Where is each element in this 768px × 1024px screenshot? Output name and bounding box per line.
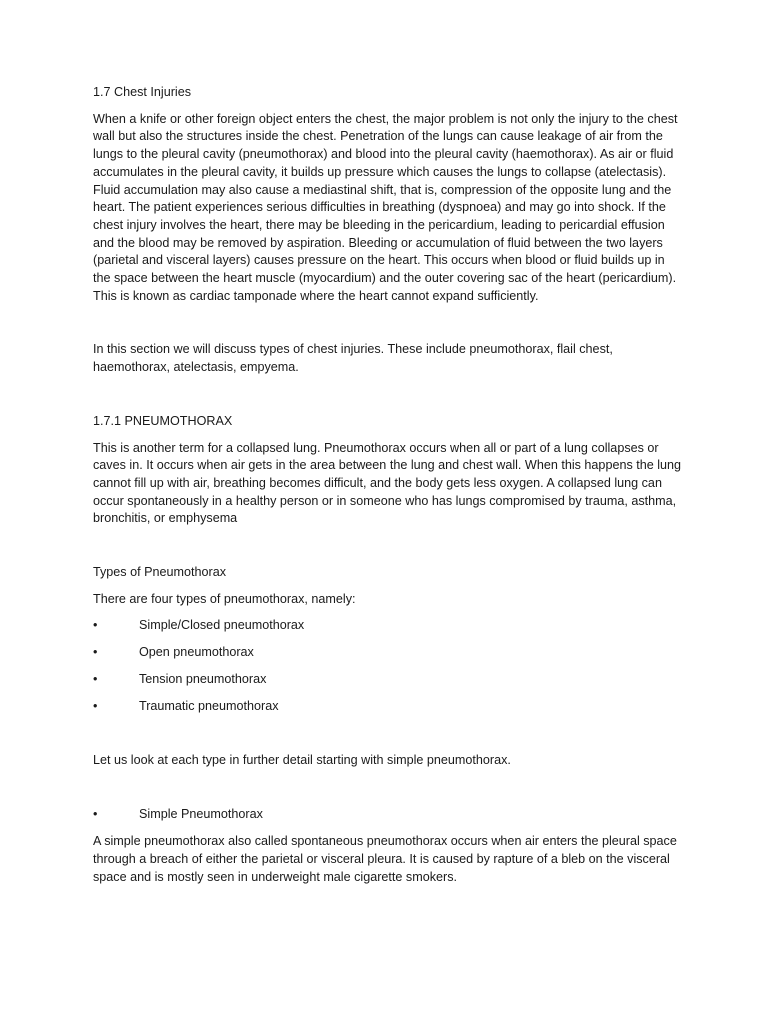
spacer	[93, 537, 683, 564]
transition-sentence: Let us look at each type in further detail starting with simple pneumothorax.	[93, 753, 511, 768]
bullet-icon: •	[93, 699, 98, 714]
list-item-text: Tension pneumothorax	[139, 672, 267, 687]
list-item-text: Traumatic pneumothorax	[139, 699, 279, 714]
bullet-icon: •	[93, 807, 98, 822]
document-page	[93, 84, 683, 895]
simple-heading: Simple Pneumothorax	[139, 807, 263, 822]
section-title: 1.7 Chest Injuries	[93, 85, 192, 99]
types-heading: Types of Pneumothorax	[93, 565, 227, 580]
types-intro: There are four types of pneumothorax, namely:	[93, 591, 356, 606]
list-item	[93, 644, 683, 662]
bullet-icon: •	[93, 618, 98, 633]
subheading-bullet	[93, 806, 683, 824]
list-item-text: Open pneumothorax	[139, 645, 254, 660]
bullet-icon: •	[93, 645, 98, 660]
overview-paragraph: In this section we will discuss types of chest injuries. These include pneumothorax, flail chest, haemothorax, atelectasis, empyema.	[93, 342, 613, 375]
spacer	[93, 725, 683, 752]
subsection-title: 1.7.1 PNEUMOTHORAX	[93, 413, 233, 428]
list-item	[93, 698, 683, 716]
simple-paragraph: A simple pneumothorax also called spontaneous pneumothorax occurs when air enters the pleural space through a breach of either the parietal or visceral pleura. It is caused by rapture of a bleb on the visceral space and is mostly seen in underweight male cigarette smokers.	[93, 834, 677, 884]
list-item	[93, 617, 683, 635]
spacer	[93, 314, 683, 341]
list-item-text: Simple/Closed pneumothorax	[139, 618, 305, 633]
intro-paragraph: When a knife or other foreign object enters the chest, the major problem is not only the injury to the chest wall but also the structures inside the chest. Penetration of the lungs can cause leakage of air from the lungs to the pleural cavity (pneumothorax) and blood into the pleural cavity (haemothorax). As air or fluid accumulates in the pleural cavity, it builds up pressure which causes the lungs to collapse (atelectasis). Fluid accumulation may also cause a mediastinal shift, that is, compression of the opposite lung and the heart. The patient experiences serious difficulties in breathing (dyspnoea) and may go into shock. If the chest injury involves the heart, there may be bleeding in the pericardium, leading to pericardial effusion and the blood may be removed by aspiration. Bleeding or accumulation of fluid between the two layers (parietal and visceral layers) causes pressure on the heart. This occurs when blood or fluid builds up in the space between the heart muscle (myocardium) and the outer covering sac of the heart (pericardium). This is known as cardiac tamponade where the heart cannot expand sufficiently.	[93, 111, 678, 303]
bullet-icon: •	[93, 672, 98, 687]
pneumothorax-paragraph: This is another term for a collapsed lung. Pneumothorax occurs when all or part of a lung collapses or caves in. It occurs when air gets in the area between the lung and chest wall. When this happens the lung cannot fill up with air, breathing becomes difficult, and the body gets less oxygen. A collapsed lung can occur spontaneously in a healthy person or in someone who has lungs compromised by trauma, asthma, bronchitis, or emphysema	[93, 440, 682, 526]
list-item	[93, 671, 683, 689]
types-list	[93, 617, 683, 716]
spacer	[93, 779, 683, 806]
spacer	[93, 386, 683, 413]
